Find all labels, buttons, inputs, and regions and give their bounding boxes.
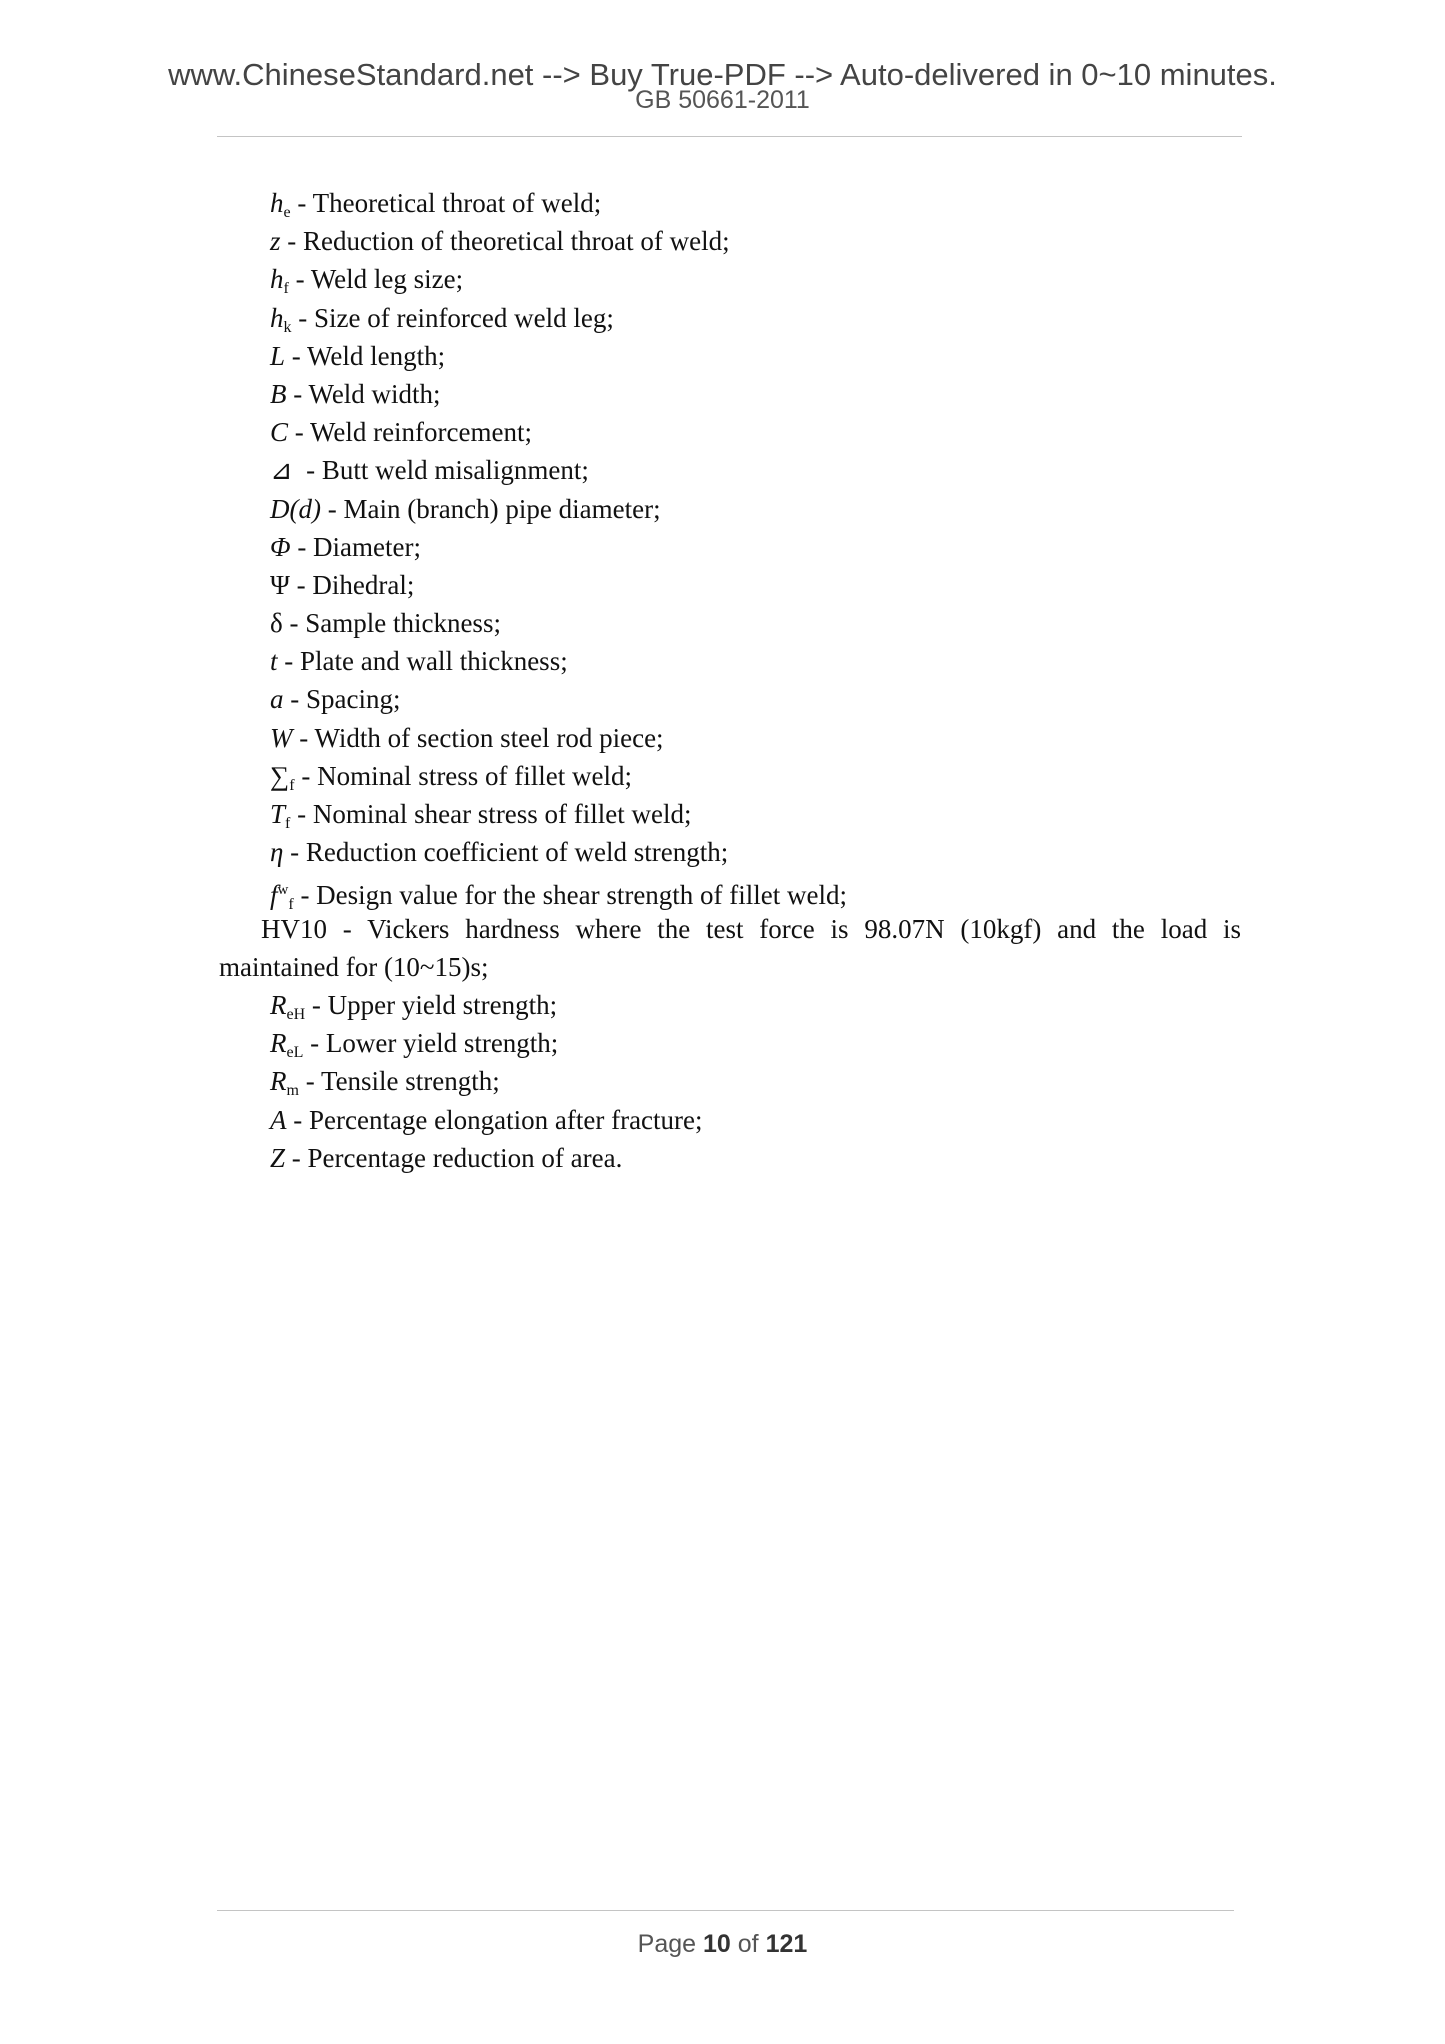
definition-text: - Plate and wall thickness; [277, 646, 568, 677]
definition-symbol: Ψ [270, 569, 290, 600]
definition-subscript: m [286, 1082, 299, 1100]
definition-item [219, 833, 1241, 871]
definition-symbol: η [270, 837, 284, 868]
definition-item [219, 1101, 1241, 1139]
definition-item [219, 566, 1241, 604]
definition-symbol: ⊿ [270, 455, 293, 486]
definition-text: - Weld width; [286, 378, 441, 409]
definition-item [219, 299, 1241, 337]
definition-symbol: a [270, 684, 284, 715]
definition-text: - Diameter; [290, 531, 422, 562]
definition-text: - Nominal stress of fillet weld; [294, 760, 633, 791]
definition-symbol: D(d) [270, 493, 321, 524]
site-banner: www.ChineseStandard.net --> Buy True-PDF --> Auto-delivered in 0~10 minutes. [168, 57, 1277, 92]
definition-subscript: f [285, 815, 291, 832]
definition-symbol: W [270, 722, 293, 753]
footer-divider [217, 1910, 1234, 1911]
definition-subscript: f [288, 896, 294, 914]
total-pages: 121 [765, 1930, 808, 1958]
definition-item [219, 1024, 1241, 1062]
definition-symbol: Z [270, 1142, 286, 1173]
definition-symbol: f [270, 880, 278, 911]
definition-item [219, 1139, 1241, 1177]
definition-symbol: δ [270, 608, 283, 639]
definition-text: - Width of section steel rod piece; [292, 722, 664, 753]
definition-symbol: h [270, 188, 284, 218]
definition-symbol: h [270, 302, 284, 333]
hv10-definition-continuation: maintained for (10~15)s; [219, 951, 489, 982]
definition-text: - Sample thickness; [282, 608, 501, 639]
symbol-definitions [219, 184, 1241, 1177]
definition-item [219, 184, 1241, 222]
definition-item [219, 719, 1241, 757]
definition-item [219, 1062, 1241, 1100]
definition-symbol: C [270, 417, 289, 448]
definition-text: - Design value for the shear strength of fillet weld; [293, 880, 848, 911]
definition-item [219, 337, 1241, 375]
definition-text: - Tensile strength; [298, 1066, 500, 1097]
definition-symbol: h [270, 264, 284, 295]
definition-text: - Weld leg size; [288, 264, 464, 295]
definition-symbol: z [270, 226, 281, 257]
definition-symbol: t [270, 646, 278, 677]
definition-subscript: eL [286, 1044, 304, 1062]
definition-symbol: R [270, 1028, 287, 1059]
definition-symbol: T [270, 799, 286, 829]
page-number: 10 [703, 1930, 731, 1958]
definition-item [219, 375, 1241, 413]
definition-symbol: B [270, 378, 287, 409]
definition-text: - Weld reinforcement; [288, 417, 532, 448]
definition-symbol: R [270, 989, 287, 1020]
definition-item [219, 490, 1241, 528]
definition-text: - Theoretical throat of weld; [290, 188, 602, 218]
definition-item [219, 642, 1241, 680]
definition-item [219, 795, 1241, 833]
hv10-definition-line: HV10 - Vickers hardness where the test force is 98.07N (10kgf) and the load is [261, 913, 1241, 944]
definition-item [219, 680, 1241, 718]
definition-text: - Reduction of theoretical throat of weld; [280, 226, 730, 257]
definition-symbol: ∑ [270, 760, 290, 791]
definition-item [219, 451, 1241, 489]
page-footer [0, 1929, 1445, 1959]
definition-item [219, 260, 1241, 298]
definition-text: - Weld length; [285, 340, 446, 371]
definition-subscript: f [283, 280, 289, 298]
definition-text: - Dihedral; [289, 569, 415, 600]
definition-text: - Percentage reduction of area. [285, 1142, 623, 1173]
definition-text: - Butt weld misalignment; [292, 455, 589, 486]
header-divider [217, 136, 1242, 137]
definition-text: - Size of reinforced weld leg; [291, 302, 614, 333]
definition-subscript: k [283, 318, 292, 336]
standard-number: GB 50661-2011 [635, 86, 810, 114]
definition-text: - Reduction coefficient of weld strength; [283, 837, 729, 868]
definition-item [219, 413, 1241, 451]
definition-item [219, 757, 1241, 795]
definition-item [219, 222, 1241, 260]
definition-subscript: e [283, 204, 291, 221]
definition-superscript: w [277, 882, 289, 899]
definition-list [219, 184, 1241, 914]
definition-text: - Nominal shear stress of fillet weld; [290, 799, 692, 829]
definition-subscript: eH [286, 1005, 306, 1023]
definition-item [219, 871, 1241, 914]
page-label: Page [637, 1930, 697, 1958]
definition-text: - Spacing; [283, 684, 401, 715]
definition-item [219, 604, 1241, 642]
definition-symbol: Φ [270, 531, 291, 562]
definition-item [219, 528, 1241, 566]
of-label: of [737, 1930, 759, 1958]
definition-text: - Main (branch) pipe diameter; [320, 493, 661, 524]
definition-subscript: f [289, 776, 295, 794]
definition-text: - Upper yield strength; [305, 989, 558, 1020]
definition-text: - Lower yield strength; [303, 1028, 559, 1059]
definition-symbol: L [270, 340, 286, 371]
definition-symbol: R [270, 1066, 287, 1097]
definition-item [219, 986, 1241, 1024]
definition-symbol: A [270, 1104, 287, 1135]
definition-text: - Percentage elongation after fracture; [286, 1104, 703, 1135]
definition-list-continued [219, 986, 1241, 1177]
